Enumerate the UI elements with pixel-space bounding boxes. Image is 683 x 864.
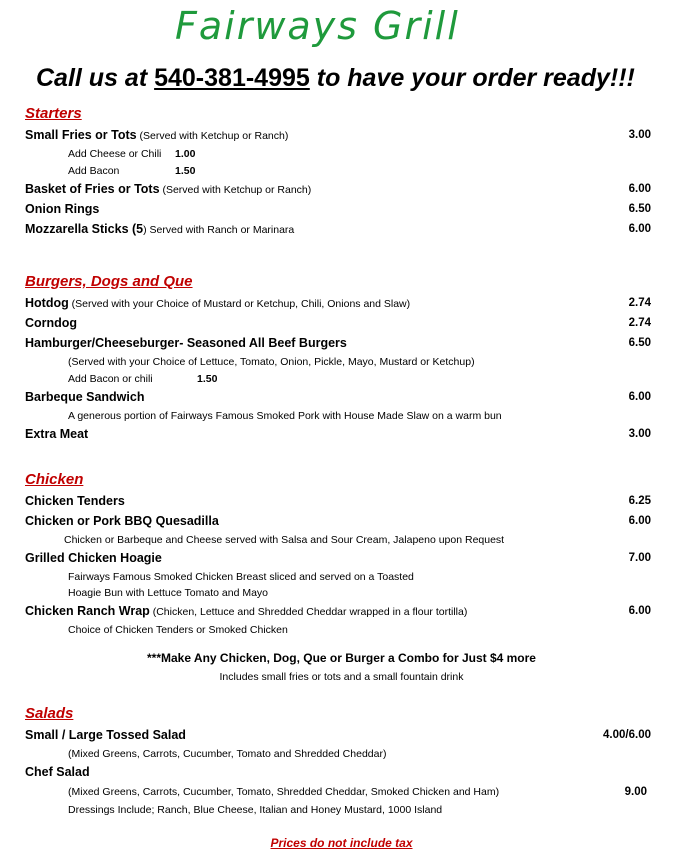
menu-item-quesadilla: Chicken or Pork BBQ Quesadilla bbox=[25, 514, 219, 528]
item-price: 3.00 bbox=[628, 428, 651, 440]
item-description: Hoagie Bun with Lettuce Tomato and Mayo bbox=[68, 587, 269, 599]
menu-item-chicken-hoagie: Grilled Chicken Hoagie bbox=[25, 551, 162, 565]
addon-cheese-chili: Add Cheese or Chili bbox=[68, 148, 162, 160]
item-name: Small Fries or Tots bbox=[25, 128, 137, 142]
item-price: 6.00 bbox=[628, 183, 651, 195]
item-price: 6.50 bbox=[628, 337, 651, 349]
phone-number[interactable]: 540-381-4995 bbox=[154, 64, 310, 92]
menu-item-chef-salad: Chef Salad bbox=[25, 765, 90, 779]
menu-item-chicken-ranch-wrap bbox=[25, 604, 467, 618]
combo-offer: ***Make Any Chicken, Dog, Que or Burger a Combo for Just $4 more bbox=[147, 651, 536, 665]
item-price: 7.00 bbox=[628, 552, 651, 564]
combo-details: Includes small fries or tots and a small fountain drink bbox=[219, 671, 464, 683]
menu-item-onion-rings: Onion Rings bbox=[25, 202, 100, 216]
item-price: 4.00/6.00 bbox=[603, 729, 651, 741]
menu-item-tossed-salad: Small / Large Tossed Salad bbox=[25, 728, 186, 742]
item-note: ) Served with Ranch or Marinara bbox=[143, 224, 295, 236]
item-note: (Served with Ketchup or Ranch) bbox=[159, 184, 312, 196]
item-description: Fairways Famous Smoked Chicken Breast sliced and served on a Toasted bbox=[68, 571, 414, 583]
section-heading-starters: Starters bbox=[25, 105, 82, 122]
item-description: Chicken or Barbeque and Cheese served with Salsa and Sour Cream, Jalapeno upon Request bbox=[64, 534, 505, 546]
menu-item-hotdog bbox=[25, 296, 410, 310]
item-price: 2.74 bbox=[628, 317, 651, 329]
menu-item-chicken-tenders: Chicken Tenders bbox=[25, 494, 125, 508]
item-price: 6.00 bbox=[628, 515, 651, 527]
item-name: Basket of Fries or Tots bbox=[25, 182, 160, 196]
item-price: 6.50 bbox=[628, 203, 651, 215]
addon-price: 1.50 bbox=[175, 165, 196, 177]
call-prefix: Call us at bbox=[36, 64, 155, 92]
call-suffix: to have your order ready!!! bbox=[309, 64, 635, 92]
item-price: 6.00 bbox=[628, 605, 651, 617]
menu-item-hamburger: Hamburger/Cheeseburger- Seasoned All Beef Burgers bbox=[25, 336, 347, 350]
item-description: (Mixed Greens, Carrots, Cucumber, Tomato and Shredded Cheddar) bbox=[68, 748, 387, 760]
item-note: (Chicken, Lettuce and Shredded Cheddar wrapped in a flour tortilla) bbox=[149, 606, 468, 618]
restaurant-title: Fairways Grill bbox=[175, 4, 460, 48]
item-description: A generous portion of Fairways Famous Smoked Pork with House Made Slaw on a warm bun bbox=[68, 410, 502, 422]
menu-item-basket-fries bbox=[25, 182, 311, 196]
item-description: Choice of Chicken Tenders or Smoked Chicken bbox=[68, 624, 288, 636]
item-description: (Mixed Greens, Carrots, Cucumber, Tomato, Shredded Cheddar, Smoked Chicken and Ham) bbox=[68, 786, 500, 798]
section-heading-chicken: Chicken bbox=[25, 471, 84, 488]
section-heading-burgers: Burgers, Dogs and Que bbox=[25, 273, 193, 290]
menu-item-extra-meat: Extra Meat bbox=[25, 427, 89, 441]
item-name: Mozzarella Sticks (5 bbox=[25, 222, 144, 236]
item-price: 6.00 bbox=[628, 223, 651, 235]
item-description: (Served with your Choice of Lettuce, Tomato, Onion, Pickle, Mayo, Mustard or Ketchup) bbox=[68, 356, 475, 368]
item-name: Chicken Ranch Wrap bbox=[25, 604, 150, 618]
item-note: (Served with your Choice of Mustard or Ketchup, Chili, Onions and Slaw) bbox=[68, 298, 411, 310]
menu-item-mozzarella-sticks bbox=[25, 222, 294, 236]
menu-item-corndog: Corndog bbox=[25, 316, 78, 330]
addon-price: 1.50 bbox=[197, 373, 218, 385]
item-note: (Served with Ketchup or Ranch) bbox=[136, 130, 289, 142]
section-heading-salads: Salads bbox=[25, 705, 74, 722]
item-price: 2.74 bbox=[628, 297, 651, 309]
dressings-list: Dressings Include; Ranch, Blue Cheese, Italian and Honey Mustard, 1000 Island bbox=[68, 804, 443, 816]
menu-item-bbq-sandwich: Barbeque Sandwich bbox=[25, 390, 145, 404]
addon-price: 1.00 bbox=[175, 148, 196, 160]
tax-notice: Prices do not include tax bbox=[270, 836, 413, 850]
item-price: 9.00 bbox=[624, 786, 647, 798]
menu-item-small-fries bbox=[25, 128, 288, 142]
item-price: 6.00 bbox=[628, 391, 651, 403]
item-name: Hotdog bbox=[25, 296, 69, 310]
item-price: 6.25 bbox=[628, 495, 651, 507]
call-to-order-line bbox=[36, 64, 635, 93]
addon-bacon: Add Bacon bbox=[68, 165, 120, 177]
addon-bacon-chili: Add Bacon or chili bbox=[68, 373, 153, 385]
item-price: 3.00 bbox=[628, 129, 651, 141]
